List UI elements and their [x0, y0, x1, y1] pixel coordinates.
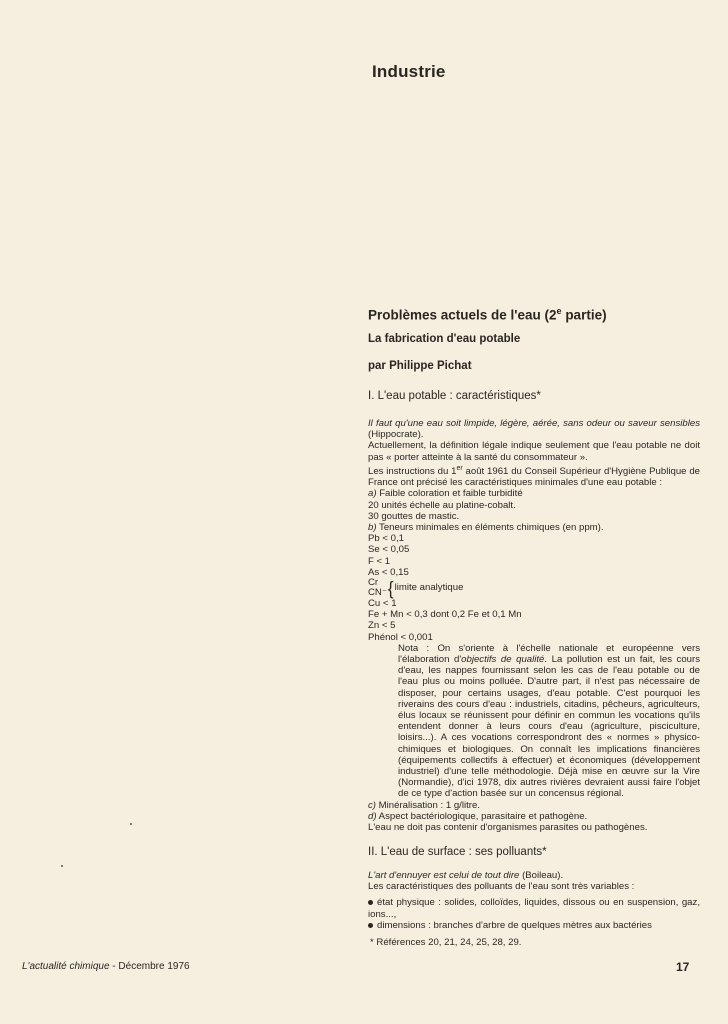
element-limit: Se < 0,05 — [368, 544, 410, 556]
list-line: L'eau ne doit pas contenir d'organismes parasites ou pathogènes. — [368, 822, 648, 834]
list-item: d) Aspect bactériologique, parasitaire et pathogène. — [368, 810, 588, 822]
journal-footer: L'actualité chimique - Décembre 1976 — [22, 961, 190, 972]
section-heading-1: I. L'eau potable : caractéristiques* — [368, 390, 541, 402]
footnote: * Références 20, 21, 24, 25, 28, 29. — [370, 937, 522, 949]
quote-paragraph: L'art d'ennuyer est celui de tout dire (Boileau). — [368, 870, 564, 881]
page-number: 17 — [676, 960, 690, 974]
section-1-body — [368, 418, 700, 833]
list-item: c) Minéralisation : 1 g/litre. — [368, 799, 480, 811]
article-author: par Philippe Pichat — [368, 360, 472, 372]
paper-speck — [61, 865, 63, 867]
element-limit: Fe + Mn < 0,3 dont 0,2 Fe et 0,1 Mn — [368, 609, 522, 621]
paragraph: Actuellement, la définition légale indique seulement que l'eau potable ne doit pas « porter atteinte à la santé du consommateur ». — [368, 440, 700, 463]
bullet-icon — [368, 923, 373, 928]
list-item: b) Teneurs minimales en éléments chimiques (en ppm). — [368, 522, 604, 534]
element-limit-group: Cr CN⁻ { limite analytique — [368, 577, 464, 599]
bullet-icon — [368, 900, 373, 905]
article-subtitle: La fabrication d'eau potable — [368, 333, 521, 345]
paragraph: Les instructions du 1er août 1961 du Conseil Supérieur d'Hygiène Publique de France ont précisé les caractéristiques minimales d'une eau potable : — [368, 464, 700, 489]
paragraph: Les caractéristiques des polluants de l'eau sont très variables : — [368, 881, 635, 893]
quote-paragraph: Il faut qu'une eau soit limpide, légère, aérée, sans odeur ou saveur sensibles (Hippocrate). — [368, 418, 700, 441]
list-line: 30 gouttes de mastic. — [368, 510, 460, 522]
paper-speck — [130, 823, 132, 825]
list-line: 20 unités échelle au platine-cobalt. — [368, 499, 516, 511]
article-title: Problèmes actuels de l'eau (2e partie) — [368, 306, 607, 323]
list-item: a) Faible coloration et faible turbidité — [368, 488, 523, 500]
element-limit: As < 0,15 — [368, 566, 409, 578]
element-limit: Zn < 5 — [368, 620, 396, 632]
brace-symbol: { — [387, 577, 394, 599]
element-limit: Pb < 0,1 — [368, 533, 405, 545]
element-limit: Cu < 1 — [368, 598, 397, 610]
section-header: Industrie — [372, 62, 446, 81]
element-limit: F < 1 — [368, 555, 391, 567]
bullet-item: dimensions : branches d'arbre de quelques mètres aux bactéries — [368, 920, 700, 931]
nota-paragraph: Nota : On s'oriente à l'échelle nationale et européenne vers l'élaboration d'objectifs de qualité. La pollution est un fait, les cours d'eau, les nappes fournissant selon les cas de l'eau potable ou de l'eau plus ou moins polluée. D'autre part, il n'est pas nécessaire de disposer, pour certains usages, d'eau potable. C'est pourquoi les riverains des cours d'eau : industriels, citadins, pêcheurs, agriculteurs, élus locaux se réunissent pour définir en commun les vocations qu'ils entendent donner à leurs cours d'eau (agriculture, pisciculture, loisirs...). A ces vocations correspondront des « normes » physico-chimiques et biologiques. On connaît les implications financières (équipements collectifs à effectuer) et économiques (développement industriel) d'une telle méthodologie. Déjà mise en œuvre sur la Vire (Normandie), d'ici 1978, dix autres rivières devraient aussi faire l'objet de ce type d'action basée sur un concensus régional. — [398, 642, 700, 800]
element-limit: Phénol < 0,001 — [368, 631, 433, 643]
bullet-item: état physique : solides, colloïdes, liquides, dissous ou en suspension, gaz, ions..., — [368, 897, 700, 920]
section-2-body — [368, 870, 700, 948]
section-heading-2: II. L'eau de surface : ses polluants* — [368, 846, 547, 858]
